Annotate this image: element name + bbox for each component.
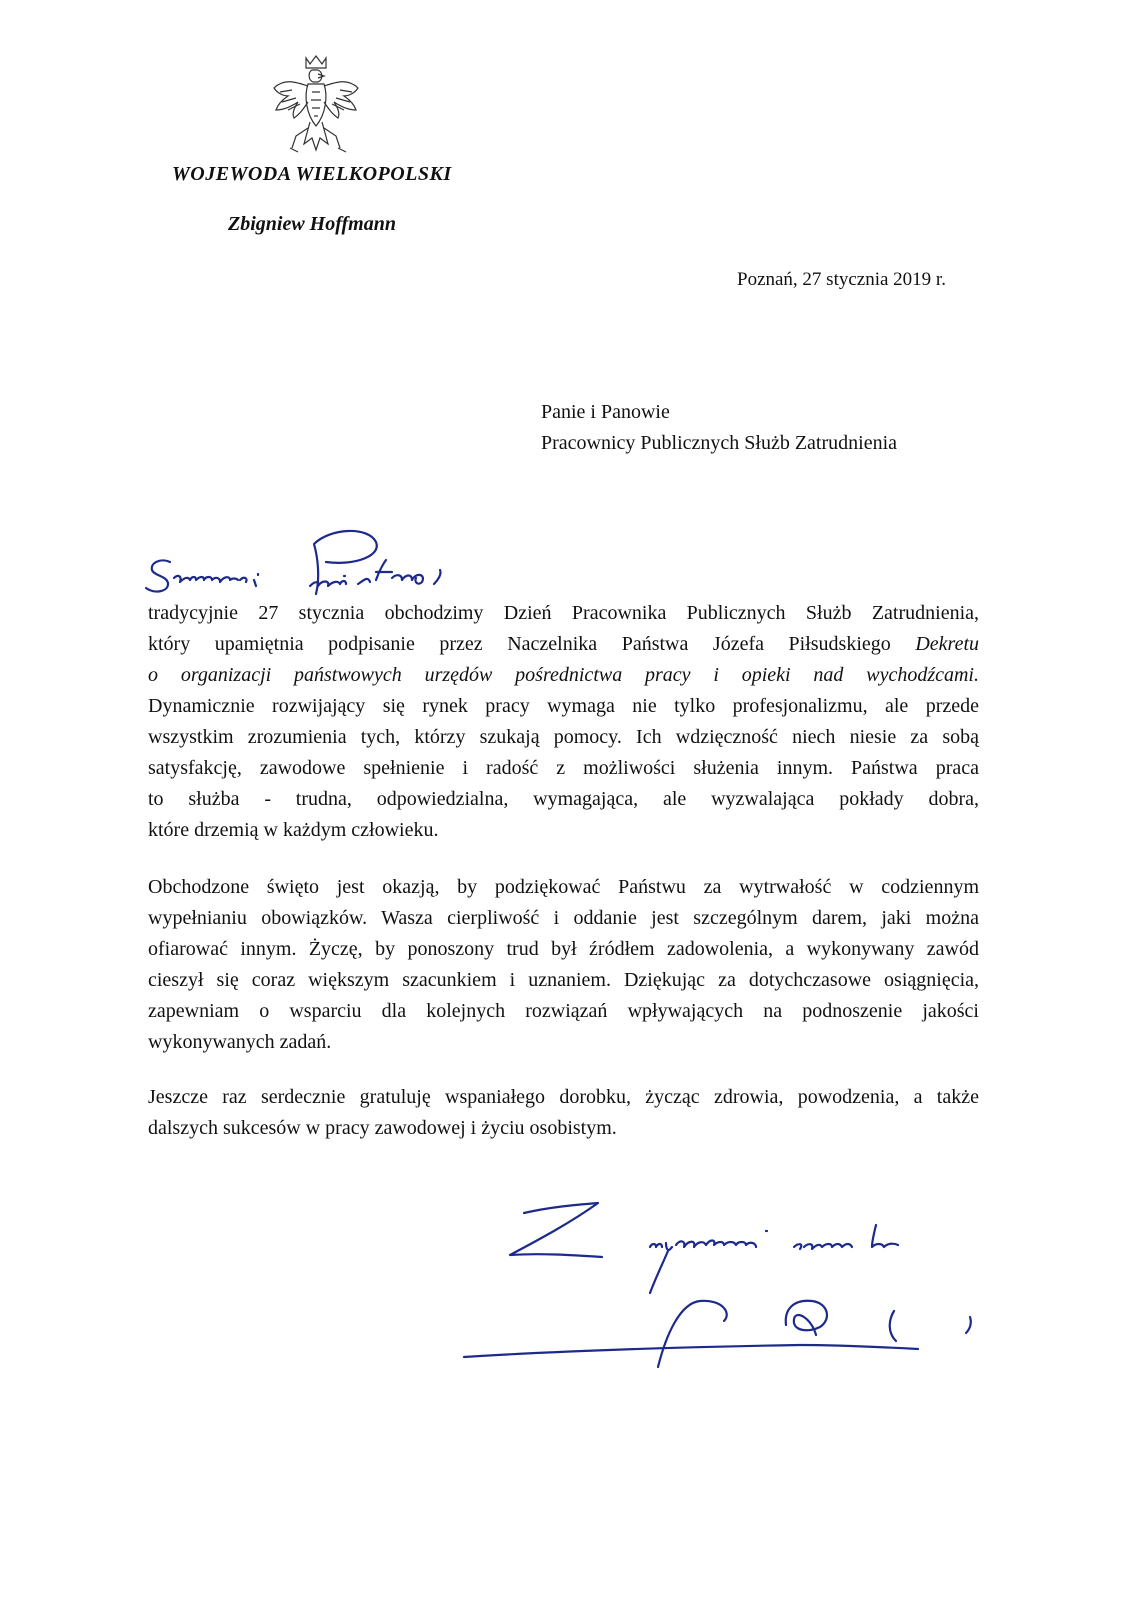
text-line: to służba - trudna, odpowiedzialna, wymagająca, ale wyzwalająca pokłady dobra, xyxy=(148,788,979,810)
paragraph-3 xyxy=(148,1082,979,1144)
decree-title-line: o organizacji państwowych urzędów pośrednictwa pracy i opieki nad wychodźcami. xyxy=(148,664,979,686)
sender-name: Zbigniew Hoffmann xyxy=(228,213,396,235)
recipient-line: Pracownicy Publicznych Służb Zatrudnienia xyxy=(541,432,898,454)
paragraph-2 xyxy=(148,872,979,1058)
handwritten-closing-and-signature-icon xyxy=(440,1185,1000,1385)
text-line: wykonywanych zadań. xyxy=(148,1031,332,1053)
office-title: WOJEWODA WIELKOPOLSKI xyxy=(172,163,452,185)
text-line: ofiarować innym. Życzę, by ponoszony trud był źródłem zadowolenia, a wykonywany zawód xyxy=(148,938,979,960)
text-line: Dynamicznie rozwijający się rynek pracy wymaga nie tylko profesjonalizmu, ale przede xyxy=(148,695,979,717)
text-line: wypełnianiu obowiązków. Wasza cierpliwość i oddanie jest szczególnym darem, jaki można xyxy=(148,907,979,929)
handwritten-salutation-icon xyxy=(140,518,480,608)
paragraph-1 xyxy=(148,598,979,846)
text-line: Obchodzone święto jest okazją, by podziękować Państwu za wytrwałość w codziennym xyxy=(148,876,979,898)
text-line: zapewniam o wsparciu dla kolejnych rozwiązań wpływających na podnoszenie jakości xyxy=(148,1000,979,1022)
text-line: dalszych sukcesów w pracy zawodowej i życiu osobistym. xyxy=(148,1117,617,1139)
polish-eagle-emblem-icon xyxy=(268,52,364,160)
text-line: Jeszcze raz serdecznie gratuluję wspaniałego dorobku, życząc zdrowia, powodzenia, a także xyxy=(148,1086,979,1108)
decree-title-fragment: Dekretu xyxy=(915,633,979,655)
recipient-block xyxy=(541,397,897,459)
text-fragment: który upamiętnia podpisanie przez Naczelnika Państwa Józefa Piłsudskiego xyxy=(148,633,916,655)
text-line: cieszył się coraz większym szacunkiem i uznaniem. Dziękując za dotychczasowe osiągnięcia, xyxy=(148,969,979,991)
text-line: satysfakcję, zawodowe spełnienie i radość z możliwości służenia innym. Państwa praca xyxy=(148,757,979,779)
text-line: które drzemią w każdym człowieku. xyxy=(148,819,439,841)
text-line: tradycyjnie 27 stycznia obchodzimy Dzień Pracownika Publicznych Służb Zatrudnienia, xyxy=(148,602,979,624)
recipient-line: Panie i Panowie xyxy=(541,401,670,423)
text-line xyxy=(148,629,979,660)
letter-date: Poznań, 27 stycznia 2019 r. xyxy=(737,269,946,290)
text-line: wszystkim zrozumienia tych, którzy szukają pomocy. Ich wdzięczność niech niesie za sobą xyxy=(148,726,979,748)
